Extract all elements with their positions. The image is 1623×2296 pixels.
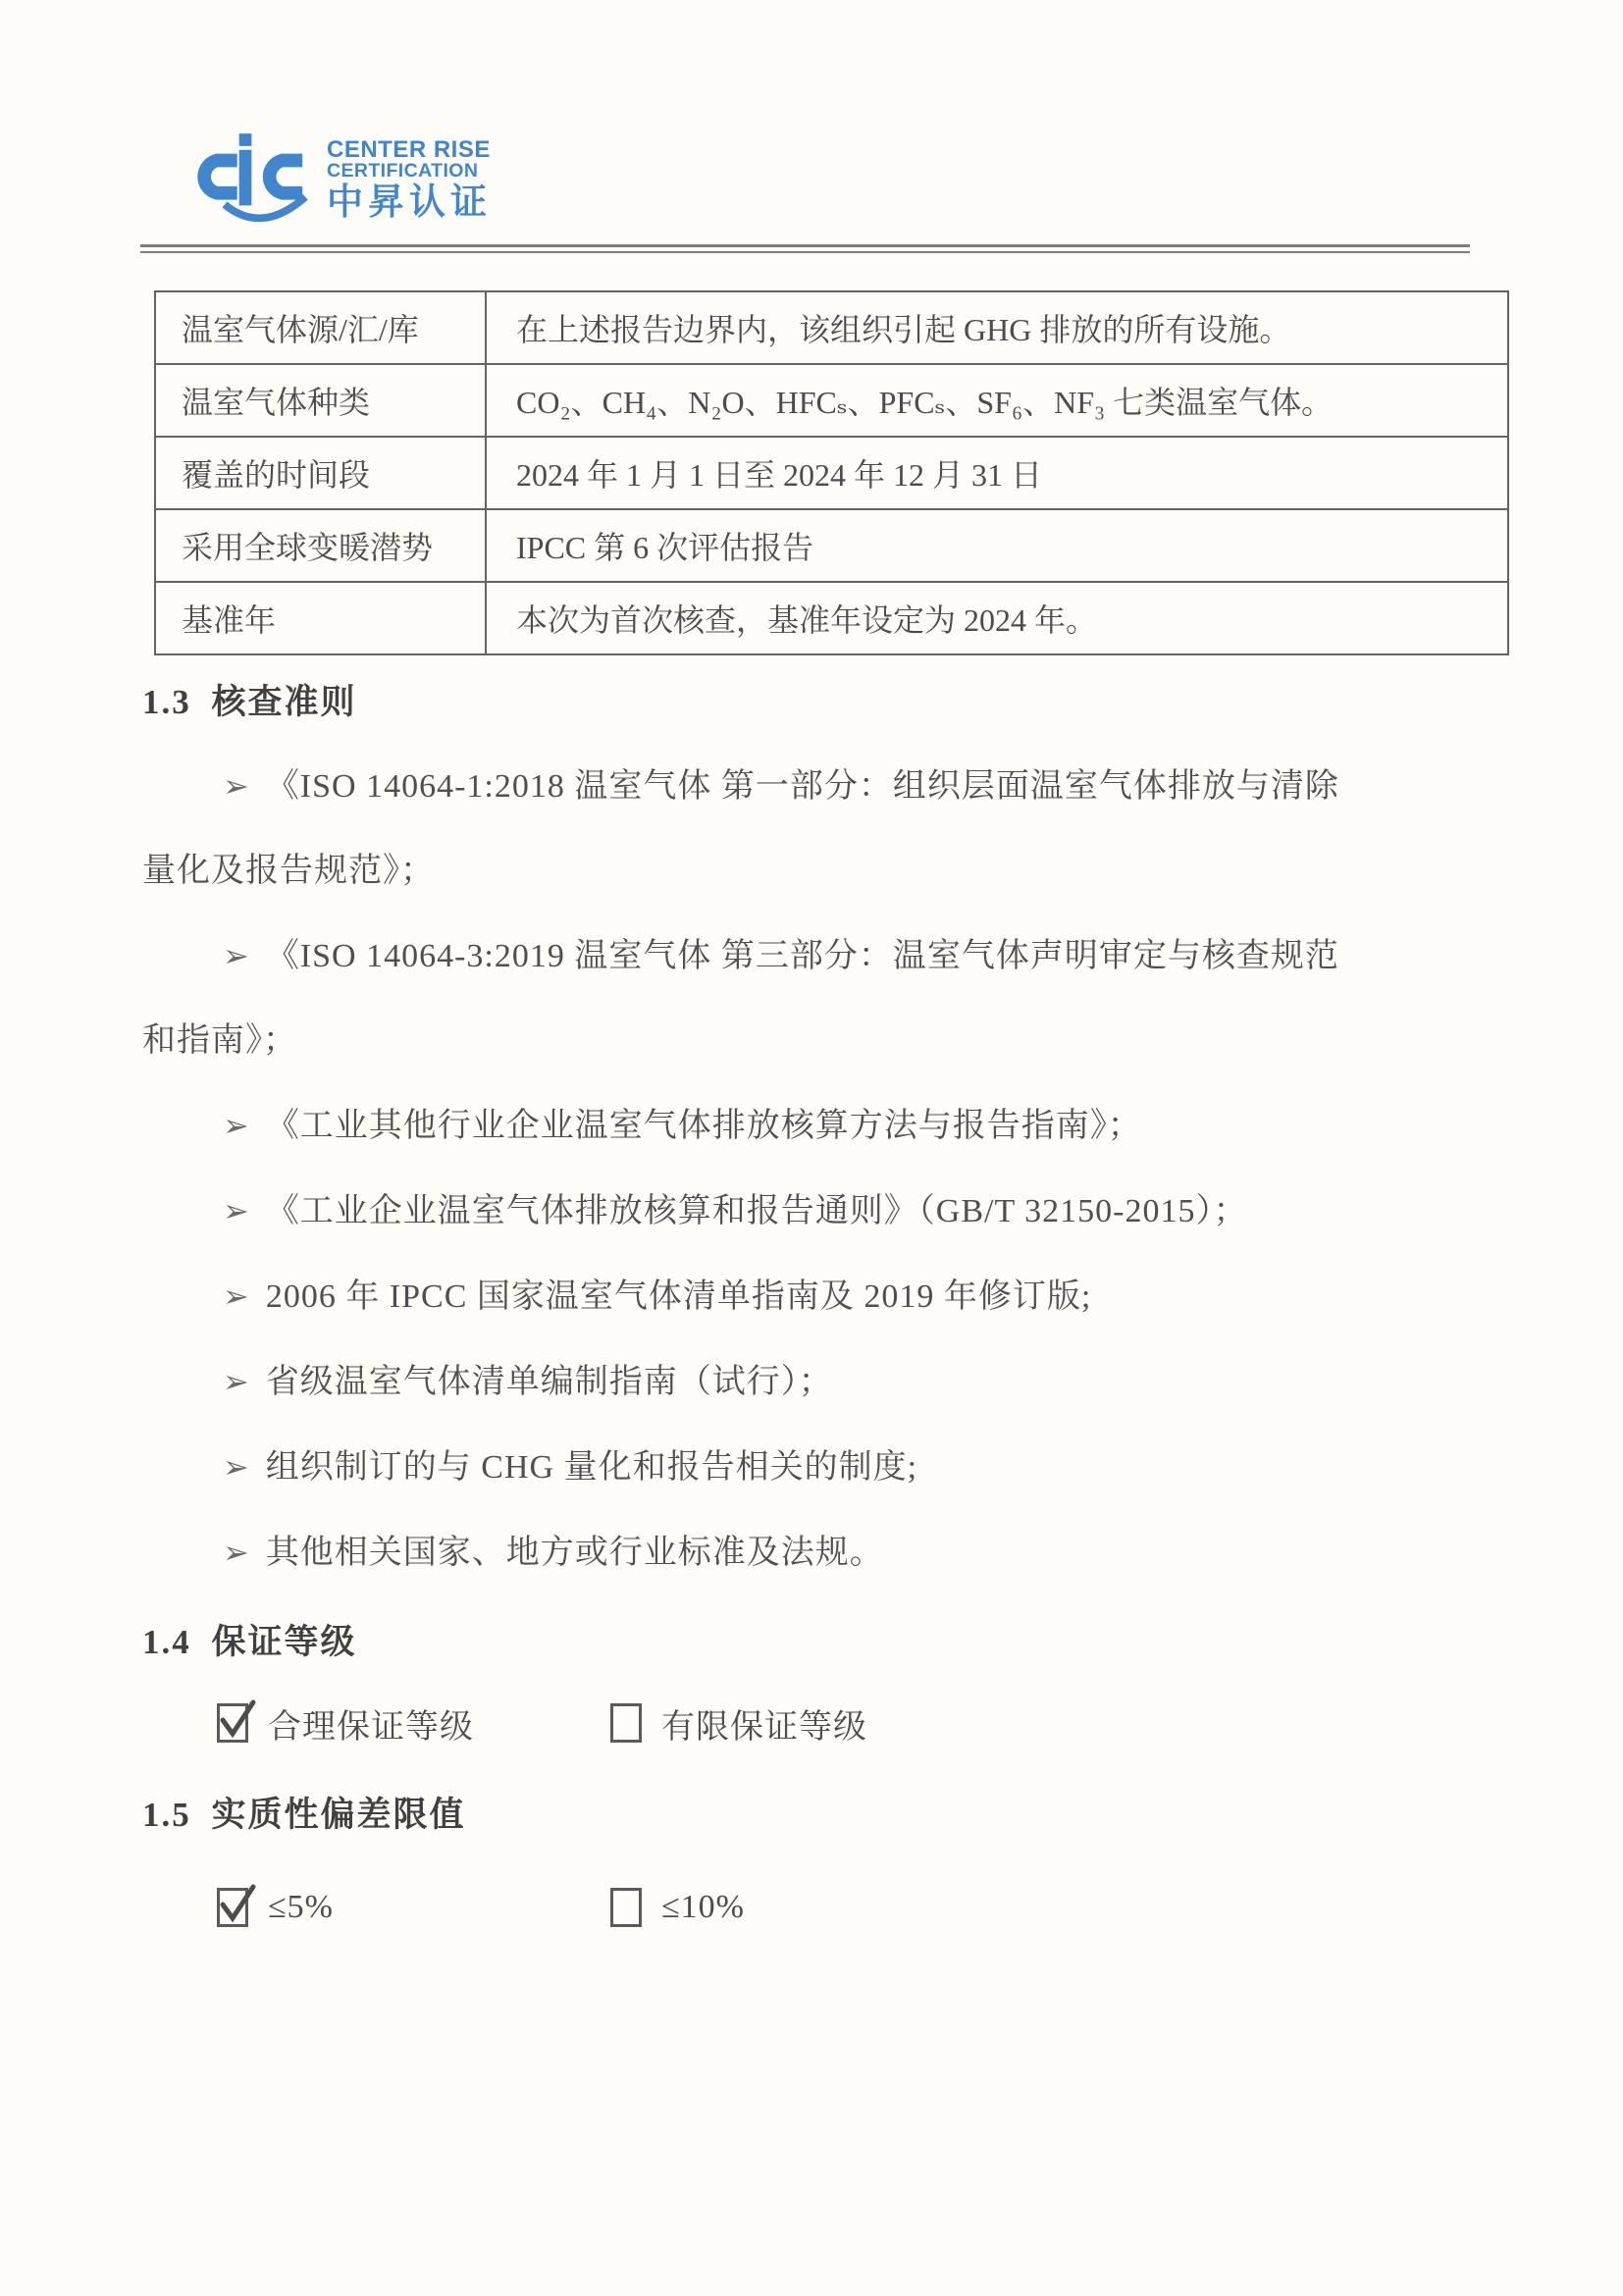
criteria-item-line: 其他相关国家、地方或行业标准及法规。 [265, 1535, 884, 1571]
criteria-item [142, 1169, 1623, 1254]
table-row-value: 在上述报告边界内，该组织引起 GHG 排放的所有设施。 [486, 291, 1508, 364]
table-row-label: 采用全球变暖潜势 [155, 509, 486, 582]
crc-logo-icon [182, 132, 311, 231]
table-row-label: 覆盖的时间段 [155, 437, 486, 509]
table-row-label: 温室气体种类 [155, 364, 486, 437]
table-row-value: IPCC 第 6 次评估报告 [486, 509, 1508, 582]
criteria-item [142, 1339, 1623, 1425]
criteria-item-line: 《工业企业温室气体排放核算和报告通则》（GB/T 32150-2015）； [265, 1193, 1248, 1229]
checkbox-unchecked-icon[interactable] [610, 1703, 642, 1743]
criteria-item-line: 2006 年 IPCC 国家温室气体清单指南及 2019 年修订版; [265, 1278, 1092, 1315]
bullet-arrow-icon: ➢ [223, 767, 250, 805]
table-row-value: 2024 年 1 月 1 日至 2024 年 12 月 31 日 [486, 437, 1508, 509]
bullet-arrow-icon: ➢ [223, 1534, 250, 1571]
logo-line1: CENTER RISE [327, 136, 491, 163]
checkbox-checked-icon[interactable] [217, 1703, 248, 1743]
table-row-value: CO₂、CH₄、N₂O、HFCₛ、PFCₛ、SF₆、NF₃ 七类温室气体。 [486, 364, 1508, 437]
logo-chinese-name: 中昇认证 [327, 182, 492, 223]
checkbox-option [217, 1888, 610, 1927]
table-row [155, 437, 1508, 509]
criteria-item-line: 量化及报告规范》； [142, 853, 435, 889]
criteria-item-line: 《工业其他行业企业温室气体排放核算方法与报告指南》； [265, 1108, 1142, 1144]
header-divider [140, 244, 1470, 253]
table-row [155, 509, 1508, 582]
checkbox-label: 合理保证等级 [268, 1708, 474, 1746]
criteria-item [142, 1510, 1623, 1595]
section-heading-criteria: 1.3 核查准则 [142, 683, 357, 721]
criteria-item [142, 1254, 1623, 1339]
table-row-label: 温室气体源/汇/库 [155, 291, 486, 364]
checkbox-label: 有限保证等级 [661, 1708, 867, 1746]
assurance-options-row [142, 1696, 1623, 1750]
checkbox-option [610, 1888, 745, 1927]
criteria-item-line: 和指南》； [142, 1022, 297, 1059]
criteria-item-line: 《ISO 14064-3:2019 温室气体 第三部分：温室气体声明审定与核查规范 [265, 938, 1339, 974]
letterhead [182, 132, 1623, 231]
section-heading-materiality: 1.5 实质性偏差限值 [142, 1796, 466, 1834]
bullet-arrow-icon: ➢ [223, 1192, 250, 1229]
table-row [155, 364, 1508, 437]
criteria-item [142, 1425, 1623, 1510]
bullet-arrow-icon: ➢ [223, 1107, 250, 1144]
section-heading-assurance: 1.4 保证等级 [142, 1623, 357, 1661]
bullet-arrow-icon: ➢ [223, 937, 250, 974]
criteria-item-line: 《ISO 14064-1:2018 温室气体 第一部分：组织层面温室气体排放与清除 [265, 768, 1339, 805]
checkbox-label: ≤5% [268, 1889, 334, 1925]
table-row-label: 基准年 [155, 582, 486, 654]
checkbox-option [610, 1699, 867, 1748]
table-row [155, 582, 1508, 654]
table-row [155, 291, 1508, 364]
logo-line2: CERTIFICATION [327, 160, 479, 183]
criteria-item [142, 913, 1623, 1083]
criteria-item-line: 省级温室气体清单编制指南（试行）； [265, 1364, 833, 1400]
checkbox-option [217, 1699, 610, 1748]
bullet-arrow-icon: ➢ [223, 1448, 250, 1486]
criteria-item [142, 1083, 1623, 1169]
table-row-value: 本次为首次核查，基准年设定为 2024 年。 [486, 582, 1508, 654]
checkbox-label: ≤10% [661, 1889, 745, 1925]
bullet-arrow-icon: ➢ [223, 1278, 250, 1315]
ghg-info-table [154, 290, 1509, 655]
checkbox-unchecked-icon[interactable] [610, 1888, 642, 1927]
logo-text [327, 138, 492, 221]
materiality-options-row [142, 1880, 1623, 1935]
criteria-item-line: 组织制订的与 CHG 量化和报告相关的制度; [265, 1449, 918, 1486]
bullet-arrow-icon: ➢ [223, 1363, 250, 1400]
criteria-list [142, 744, 1623, 1595]
criteria-item [142, 744, 1623, 913]
checkbox-checked-icon[interactable] [217, 1888, 248, 1927]
